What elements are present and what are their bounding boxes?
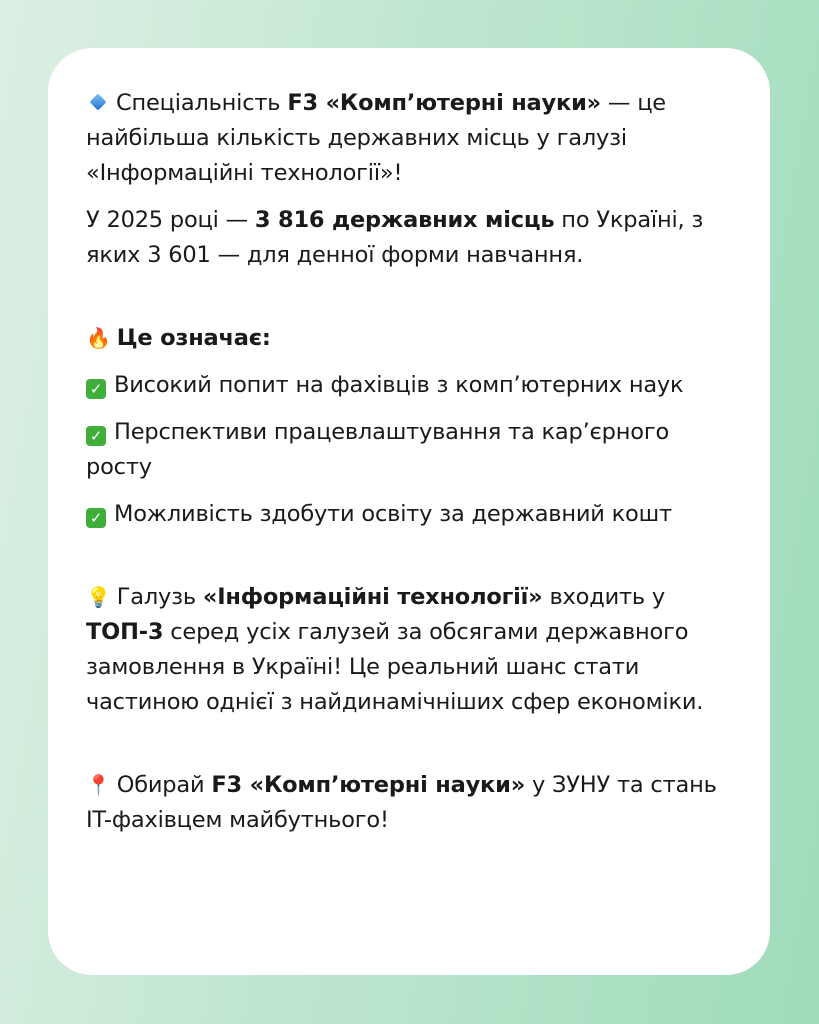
places-text-a: У 2025 році —	[86, 207, 255, 233]
places-text-b: по Україні, з яких 3 601 — для денної форми навчання.	[86, 207, 704, 268]
pin-icon: 📍	[86, 773, 111, 797]
places-paragraph	[86, 203, 740, 273]
cta-text-a: Обирай	[116, 772, 212, 798]
specialty-name: F3 «Комп’ютерні науки»	[287, 90, 601, 116]
specialty-paragraph	[86, 86, 740, 191]
content-card	[48, 48, 770, 975]
blue-diamond-icon	[90, 94, 107, 111]
cta-specialty-name: F3 «Комп’ютерні науки»	[211, 772, 526, 798]
top3-label: ТОП-3	[86, 619, 164, 645]
light-bulb-icon: 💡	[86, 585, 111, 609]
checklist-item	[86, 497, 740, 532]
fire-icon: 🔥	[86, 326, 111, 350]
check-mark-icon: ✓	[86, 508, 106, 528]
check-mark-icon: ✓	[86, 379, 106, 399]
check-mark-icon: ✓	[86, 426, 106, 446]
checklist-item-text: Можливість здобути освіту за державний кошт	[114, 501, 672, 527]
specialty-text-a: Спеціальність	[116, 90, 288, 116]
top3-paragraph	[86, 580, 740, 720]
meaning-heading-text: Це означає:	[116, 325, 271, 351]
industry-name: «Інформаційні технології»	[202, 584, 543, 610]
checklist-item-text: Перспективи працевлаштування та кар’єрного росту	[86, 419, 670, 480]
checklist-item-text: Високий попит на фахівців з комп’ютерних наук	[114, 372, 684, 398]
top3-text-a: Галузь	[116, 584, 203, 610]
places-count: 3 816 державних місць	[254, 207, 555, 233]
checklist-item	[86, 415, 740, 485]
top3-text-b: входить у	[542, 584, 666, 610]
spacer	[86, 732, 740, 768]
checklist-item	[86, 368, 740, 403]
cta-text-b: у ЗУНУ та стань IT-фахівцем майбутнього!	[86, 772, 717, 833]
meaning-heading	[86, 321, 740, 356]
spacer	[86, 544, 740, 580]
call-to-action-paragraph	[86, 768, 740, 838]
spacer	[86, 285, 740, 321]
top3-text-c: серед усіх галузей за обсягами державного замовлення в Україні! Це реальний шанс стати частиною однієї з найдинамічніших сфер економіки.	[86, 619, 704, 715]
specialty-text-b: — це найбільша кількість державних місць у галузі «Інформаційні технології»!	[86, 90, 666, 186]
